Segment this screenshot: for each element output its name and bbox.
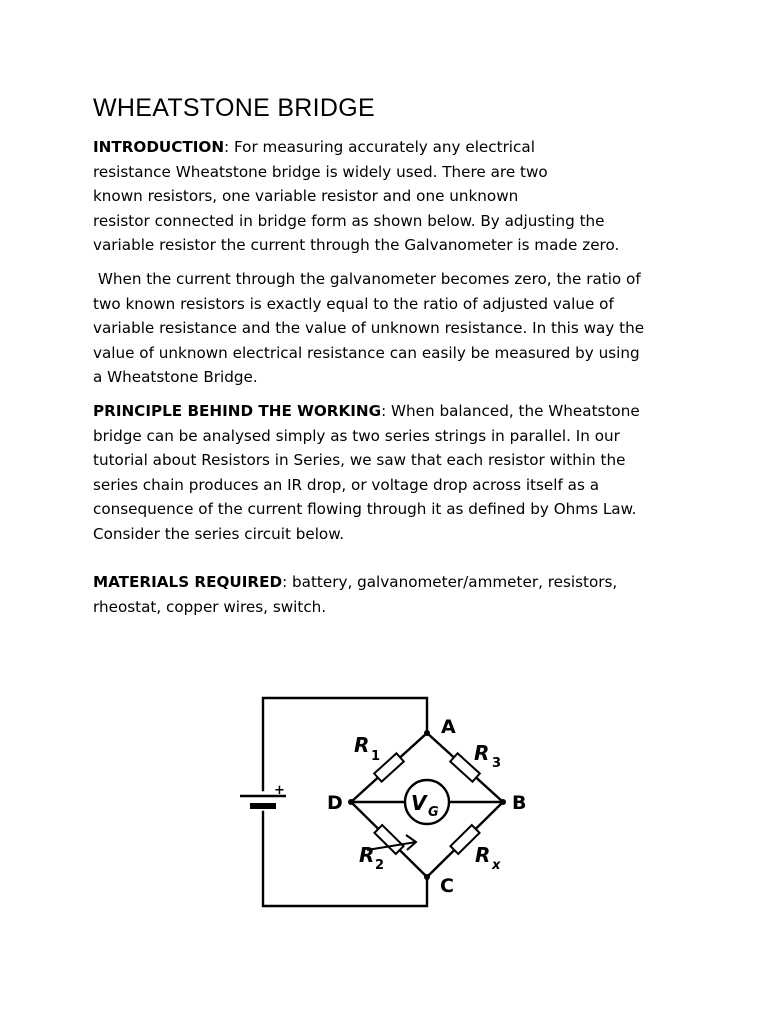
paragraph-line: series chain produces an IR drop, or voltage drop across itself as a bbox=[93, 475, 599, 494]
paragraph-line: two known resistors is exactly equal to the ratio of adjusted value of bbox=[93, 294, 614, 313]
r2-label: R bbox=[359, 843, 375, 867]
junction-b bbox=[500, 799, 506, 805]
paragraph-line: When the current through the galvanometer becomes zero, the ratio of bbox=[93, 270, 641, 288]
materials-paragraph bbox=[93, 570, 617, 619]
node-b-label: B bbox=[512, 792, 527, 814]
r1-label: R bbox=[354, 733, 370, 757]
paragraph-line bbox=[93, 570, 617, 595]
paragraph-text: : When balanced, the Wheatstone bbox=[381, 402, 640, 420]
junction-c bbox=[424, 874, 430, 880]
rx-label: R bbox=[475, 843, 491, 867]
battery-polarity: + bbox=[274, 783, 285, 798]
paragraph-line bbox=[93, 399, 640, 424]
r3-sub: 3 bbox=[492, 756, 502, 771]
paragraph-line: rheostat, copper wires, switch. bbox=[93, 597, 327, 616]
materials-heading: MATERIALS REQUIRED bbox=[93, 573, 283, 591]
introduction-heading: INTRODUCTION bbox=[93, 138, 225, 156]
paragraph-line: a Wheatstone Bridge. bbox=[93, 368, 258, 387]
wheatstone-bridge-diagram bbox=[230, 690, 530, 915]
paragraph-line: resistor connected in bridge form as shown below. By adjusting the bbox=[93, 211, 605, 230]
node-c-label: C bbox=[440, 875, 454, 897]
junction-d bbox=[348, 799, 354, 805]
paragraph-text: : For measuring accurately any electrical bbox=[224, 138, 535, 156]
paragraph-line: tutorial about Resistors in Series, we saw that each resistor within the bbox=[93, 451, 626, 470]
resistor-r2-icon bbox=[374, 825, 403, 854]
junction-a bbox=[424, 730, 430, 736]
paragraph-line: known resistors, one variable resistor and one unknown bbox=[93, 187, 519, 206]
r1-sub: 1 bbox=[371, 749, 381, 764]
node-a-label: A bbox=[441, 716, 456, 738]
paragraph-line bbox=[93, 135, 619, 160]
paragraph-line: variable resistance and the value of unknown resistance. In this way the bbox=[93, 319, 645, 338]
balance-paragraph bbox=[93, 267, 644, 390]
principle-heading: PRINCIPLE BEHIND THE WORKING bbox=[93, 402, 382, 420]
paragraph-line: bridge can be analysed simply as two series strings in parallel. In our bbox=[93, 426, 620, 445]
paragraph-line: value of unknown electrical resistance can easily be measured by using bbox=[93, 343, 640, 362]
r3-label: R bbox=[474, 741, 490, 765]
galvanometer-sub: G bbox=[428, 805, 439, 820]
galvanometer-label: V bbox=[411, 791, 427, 815]
paragraph-line: consequence of the current flowing through it as defined by Ohms Law. bbox=[93, 500, 637, 519]
rx-sub: x bbox=[492, 858, 501, 873]
principle-paragraph bbox=[93, 399, 640, 547]
r2-sub: 2 bbox=[375, 858, 385, 873]
paragraph-line: resistance Wheatstone bridge is widely used. There are two bbox=[93, 162, 548, 181]
paragraph-text: : battery, galvanometer/ammeter, resistors, bbox=[282, 573, 618, 591]
paragraph-line: variable resistor the current through the Galvanometer is made zero. bbox=[93, 236, 620, 255]
document-title: WHEATSTONE BRIDGE bbox=[93, 94, 375, 122]
paragraph-line: Consider the series circuit below. bbox=[93, 524, 345, 543]
node-d-label: D bbox=[327, 792, 343, 814]
introduction-paragraph bbox=[93, 135, 619, 258]
circuit-wire bbox=[263, 812, 427, 906]
circuit-wire bbox=[263, 698, 427, 790]
